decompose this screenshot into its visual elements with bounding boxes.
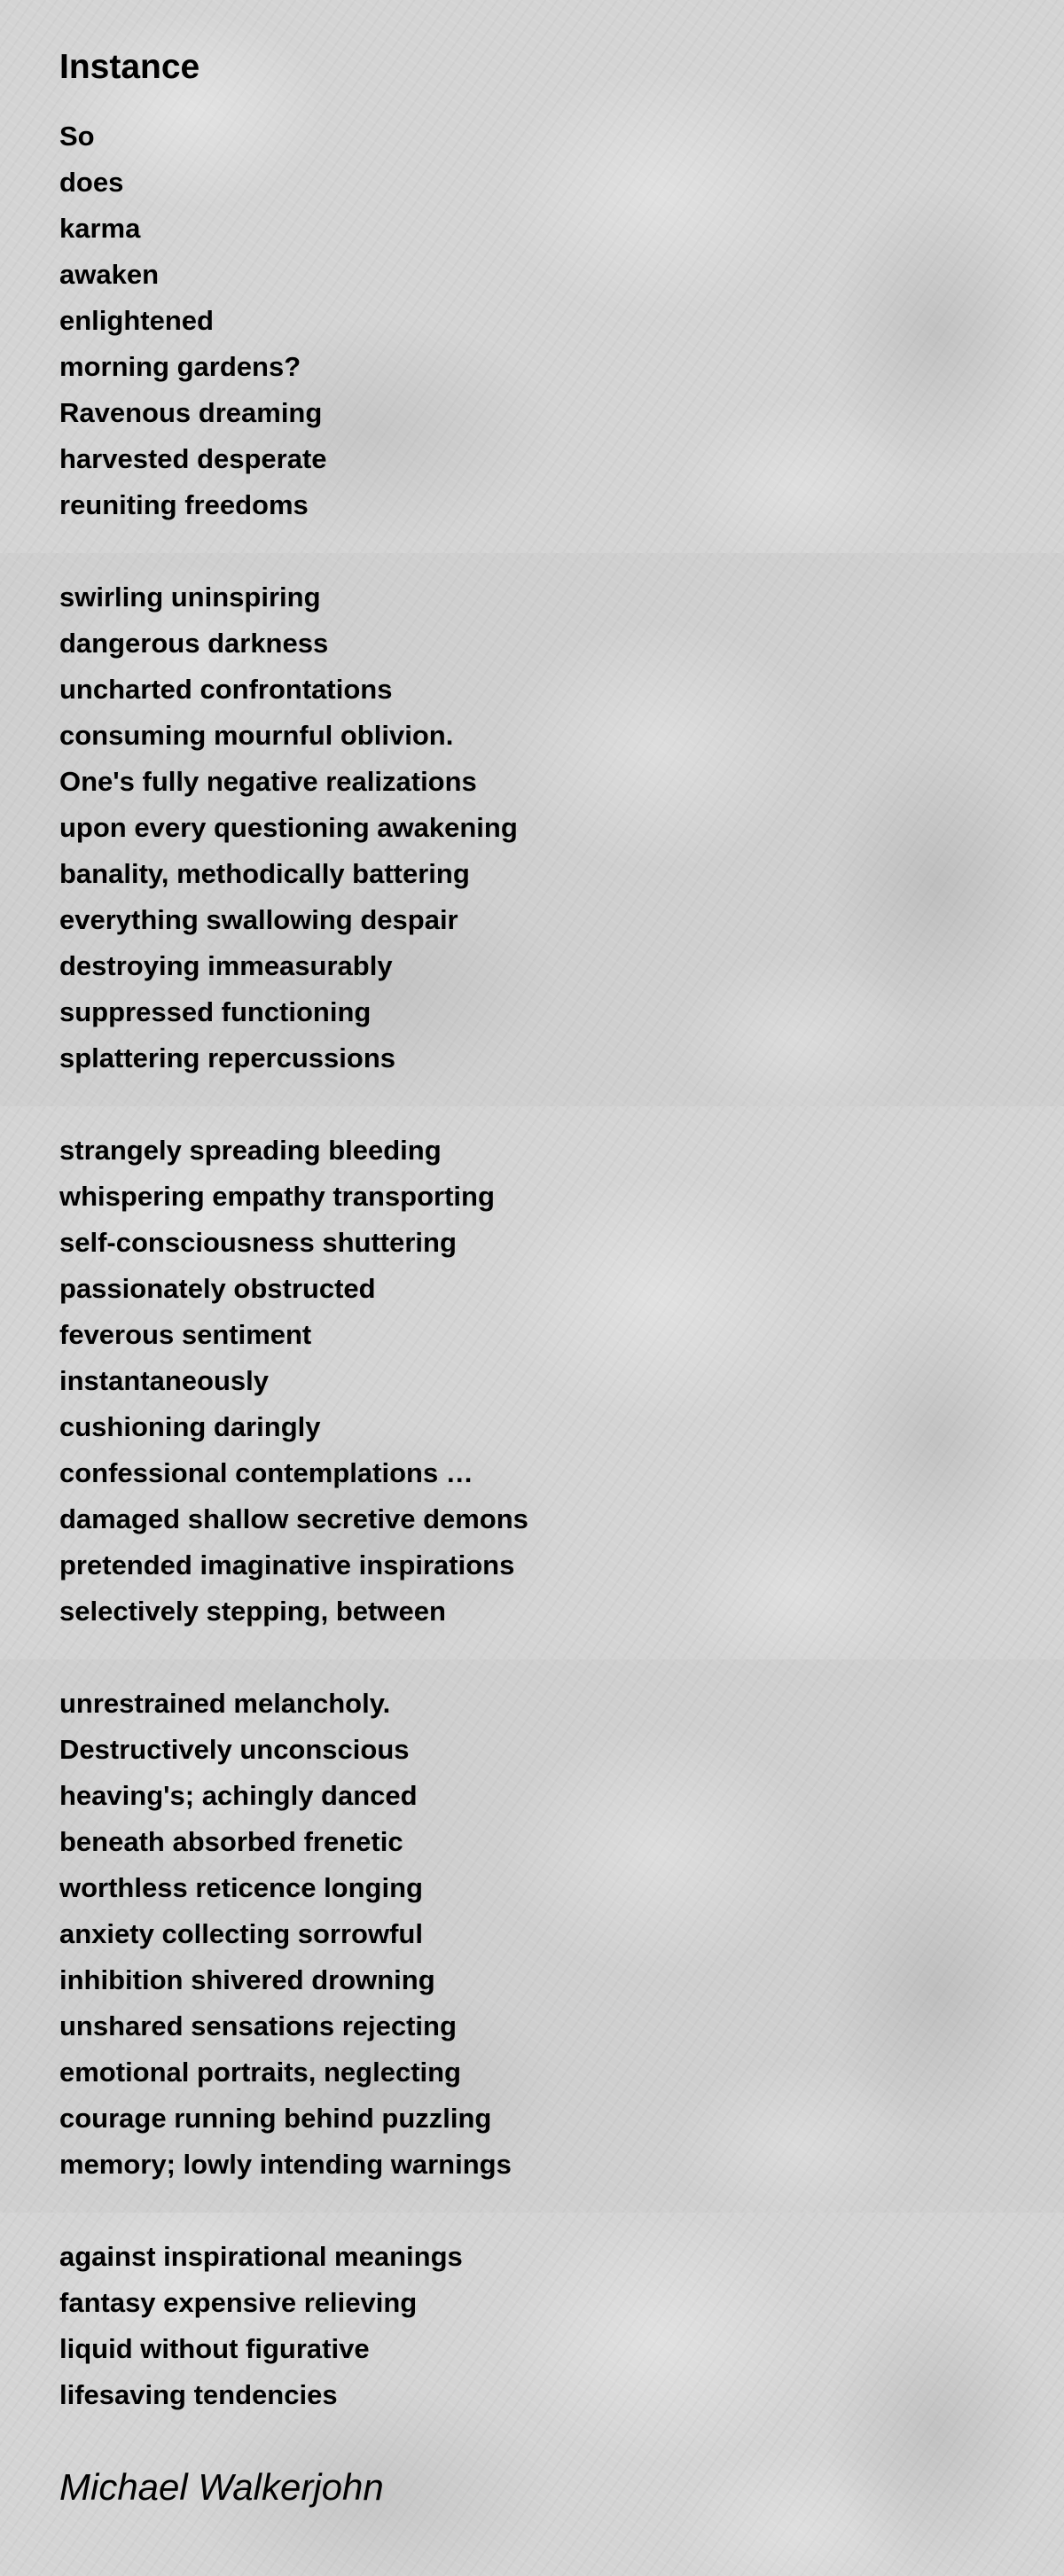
poem-line: morning gardens? [59, 351, 301, 382]
poem-container [59, 44, 1035, 2510]
poem-line: memory; lowly intending warnings [59, 2149, 512, 2180]
poem-line: reuniting freedoms [59, 489, 309, 520]
poem-line: So [59, 121, 95, 152]
poem-line: heaving's; achingly danced [59, 1780, 418, 1811]
stanza-1 [59, 113, 1035, 528]
poem-line: Ravenous dreaming [59, 397, 323, 428]
poem-line: anxiety collecting sorrowful [59, 1918, 423, 1949]
poem-line: beneath absorbed frenetic [59, 1826, 403, 1857]
poem-line: splattering repercussions [59, 1042, 396, 1073]
poem-line: liquid without figurative [59, 2333, 370, 2364]
poem-line: karma [59, 213, 141, 244]
stanza-5 [59, 2234, 1035, 2418]
poem-line: lifesaving tendencies [59, 2379, 338, 2410]
poem-line: Destructively unconscious [59, 1734, 410, 1765]
poem-line: against inspirational meanings [59, 2241, 463, 2272]
poem-author: Michael Walkerjohn [59, 2466, 384, 2508]
poem-line: courage running behind puzzling [59, 2103, 492, 2134]
stanza-2 [59, 574, 1035, 1081]
poem-line: inhibition shivered drowning [59, 1964, 435, 1995]
poem-line: feverous sentiment [59, 1319, 312, 1350]
poem-line: unshared sensations rejecting [59, 2010, 457, 2041]
poem-line: self-consciousness shuttering [59, 1227, 457, 1258]
poem-line: One's fully negative realizations [59, 766, 477, 797]
poem-title: Instance [59, 48, 200, 86]
poem-line: swirling uninspiring [59, 582, 321, 613]
poem-line: emotional portraits, neglecting [59, 2057, 461, 2088]
poem-line: dangerous darkness [59, 628, 329, 659]
stanza-4 [59, 1681, 1035, 2188]
poem-line: confessional contemplations … [59, 1457, 473, 1488]
stanza-3 [59, 1128, 1035, 1635]
poem-line: strangely spreading bleeding [59, 1135, 442, 1166]
poem-line: damaged shallow secretive demons [59, 1503, 528, 1534]
poem-line: pretended imaginative inspirations [59, 1550, 515, 1581]
poem-line: worthless reticence longing [59, 1872, 423, 1903]
poem-line: banality, methodically battering [59, 858, 470, 889]
poem-line: upon every questioning awakening [59, 812, 518, 843]
poem-line: unrestrained melancholy. [59, 1688, 391, 1719]
poem-line: passionately obstructed [59, 1273, 376, 1304]
poem-line: suppressed functioning [59, 996, 372, 1027]
poem-line: cushioning daringly [59, 1411, 321, 1442]
poem-line: harvested desperate [59, 443, 327, 474]
poem-line: fantasy expensive relieving [59, 2287, 418, 2318]
poem-line: uncharted confrontations [59, 674, 393, 705]
poem-line: consuming mournful oblivion. [59, 720, 454, 751]
poem-line: awaken [59, 259, 160, 290]
poem-line: everything swallowing despair [59, 904, 458, 935]
poem-line: enlightened [59, 305, 214, 336]
poem-line: destroying immeasurably [59, 950, 393, 981]
poem-line: does [59, 167, 124, 198]
poem-line: whispering empathy transporting [59, 1181, 495, 1212]
poem-line: instantaneously [59, 1365, 269, 1396]
poem-line: selectively stepping, between [59, 1596, 446, 1627]
